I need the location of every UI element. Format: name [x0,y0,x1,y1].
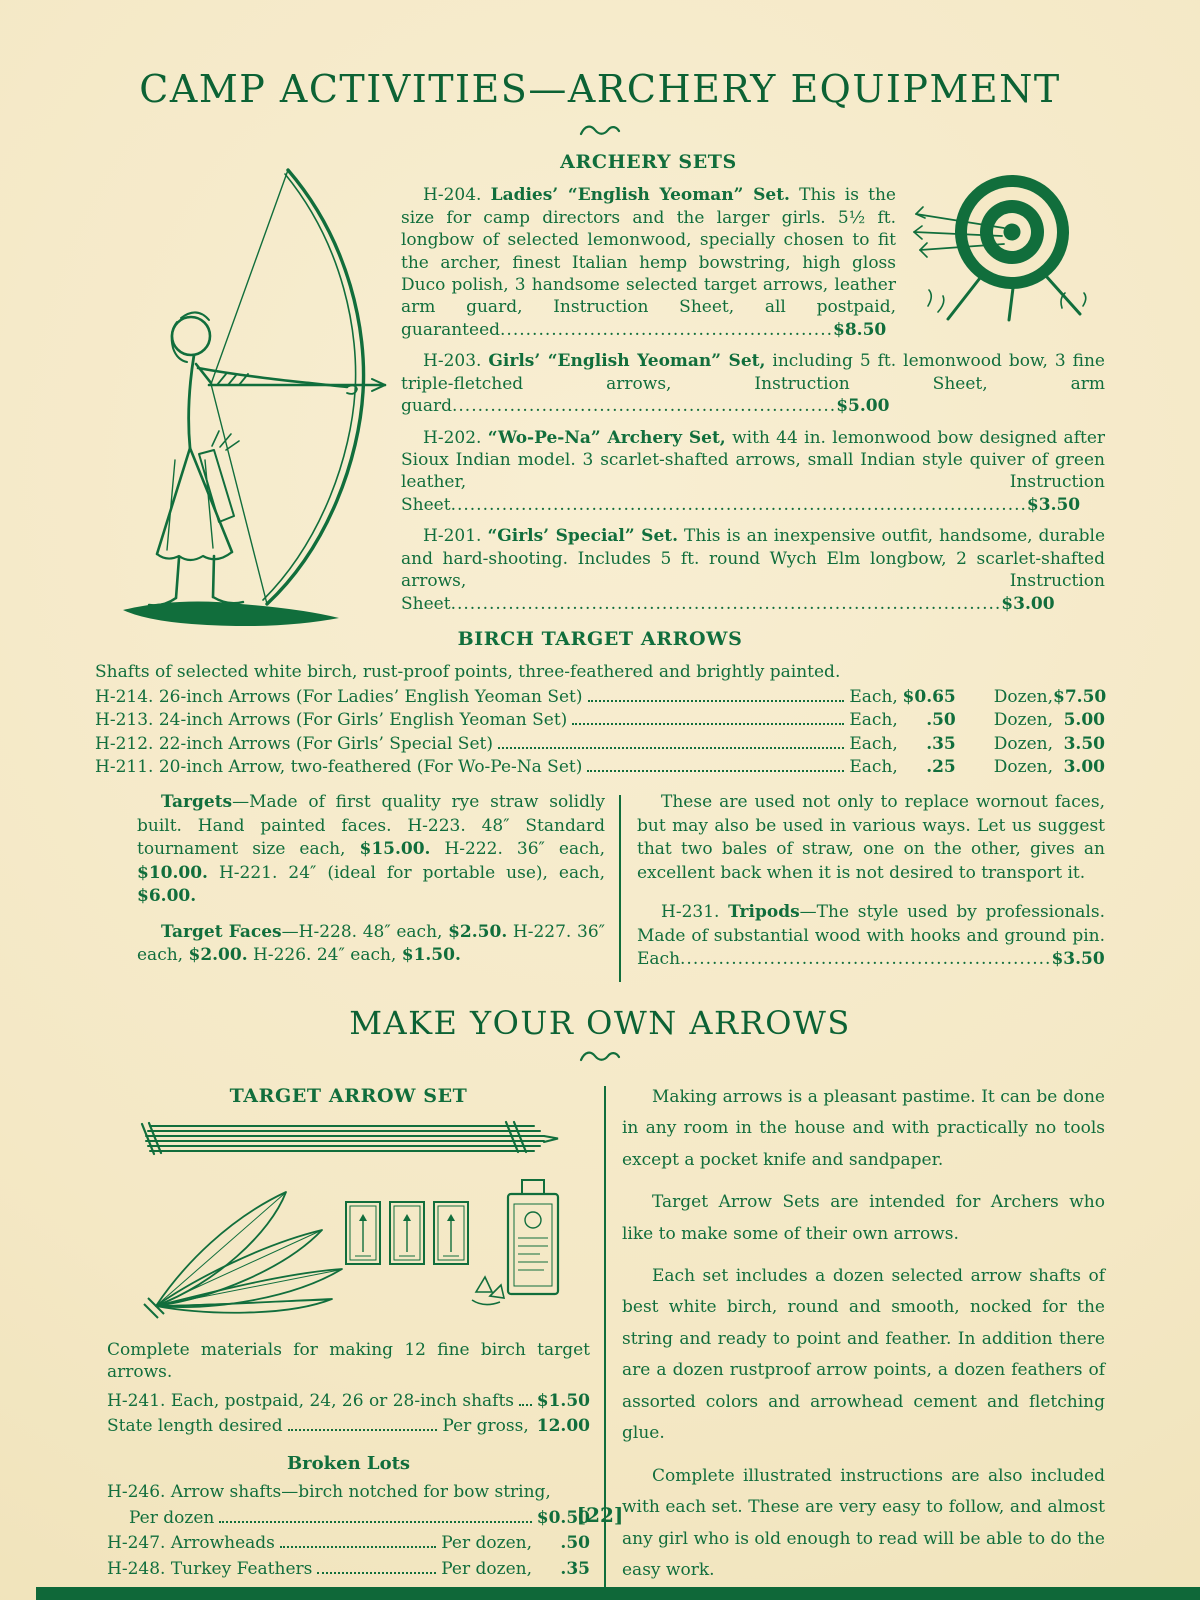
item-price: $3.00 [1001,593,1055,614]
ornament-squiggle-icon [95,122,1105,144]
price-value: $1.50. [401,945,461,966]
ornament-squiggle-icon [95,1048,1105,1070]
item-code: H-204. [423,185,482,206]
birch-arrows-heading: BIRCH TARGET ARROWS [457,628,743,651]
make-your-own-heading: MAKE YOUR OWN ARROWS [349,1003,851,1042]
price-row-label: Per dozen [129,1507,215,1528]
price-value: $2.50. [448,921,508,942]
item-code: H-231. [661,902,720,923]
arrow-materials-illustration [107,1172,590,1328]
price-row-label: H-247. Arrowheads [107,1533,275,1554]
targets-section [95,791,1105,983]
dot-leader [587,770,844,772]
price-row-h241 [107,1390,590,1412]
target-arrow-set-heading: TARGET ARROW SET [229,1084,468,1107]
broken-lot-h247 [107,1532,590,1554]
dot-leader [519,1404,532,1406]
target-faces-lead: Target Faces [161,921,282,942]
archer-illustration [95,154,395,626]
dot-leader [288,1429,438,1431]
each-label: Each, [849,733,898,754]
price-value: 12.00 [536,1416,590,1437]
table-row [95,756,1105,779]
materials-caption: Complete materials for making 12 fine birch target arrows. [107,1339,590,1383]
targets-paragraph: Targets—Made of first quality rye straw solidly built. Hand painted faces. H-223. 48″ Standard tournament size each, $15.00. H-222. 36″ each, $10.00. H-221. 24″ (ideal for portable use), each, $6.00. [137,792,605,907]
make-arrows-paragraph: Each set includes a dozen selected arrow shafts of best white birch, round and smooth, nocked for the string and ready to point and feather. In addition there are a dozen rustproof arrow points, a dozen feathers of assorted colors and arrowhead cement and fletching glue. [622,1266,1105,1444]
broken-lots-heading: Broken Lots [286,1452,411,1474]
dozen-price: $7.50 [1053,686,1107,707]
each-label: Each, [849,686,898,707]
dot-leader [317,1572,436,1574]
item-code: H-202. [423,427,482,448]
item-text: This is the size for camp directors and the larger girls. 5½ ft. longbow of selected lemonwood, specially chosen to fit the archer, finest Italian hemp bowstring, high gloss Duco polish, 3 handsome selected target arrows, leather arm guard, Instruction Sheet, all postpaid, guaranteed [401,185,896,340]
price-value: .50 [560,1533,590,1554]
item-name: “Wo-Pe-Na” Archery Set, [487,427,726,448]
item-text: with 44 in. lemonwood bow designed after Sioux Indian model. 3 scarlet-shafted arrows, small Indian style quiver of green leather, Instruction Sheet [401,427,1106,515]
dozen-price: 5.00 [1063,710,1105,731]
archery-sets-section [95,150,1105,779]
dozen-label: Dozen, [993,733,1053,754]
row-description: H-212. 22-inch Arrows (For Girls’ Special Set) [95,733,493,754]
price-value: .35 [560,1558,590,1579]
per-gross-label: Per gross, [442,1416,529,1437]
targets-lead: Targets [161,792,233,813]
targets-left-column [95,791,605,983]
each-price: .50 [926,710,956,731]
item-text: including 5 ft. lemonwood bow, 3 fine triple-fletched arrows, Instruction Sheet, arm guard [401,351,1105,417]
item-price: $3.50 [1026,494,1081,515]
item-text: This is an inexpensive outfit, handsome, durable and hard-shooting. Includes 5 ft. round Wych Elm longbow, 2 scarlet-shafted arrows, Instruction Sheet [401,526,1106,614]
broken-lot-h248 [107,1558,590,1580]
dozen-price: 3.50 [1063,733,1105,754]
table-row [95,709,1105,732]
target-faces-paragraph: Target Faces—H-228. 48″ each, $2.50. H-227. 36″ each, $2.00. H-226. 24″ each, $1.50. [137,921,605,966]
tripods-paragraph: H-231. Tripods—The style used by professionals. Made of substantial wood with hooks and ground pin. Each..........................................................$3.50 [637,902,1105,970]
make-arrows-paragraph: Complete illustrated instructions are also included with each set. These are very easy to follow, and almost any girl who is old enough to read will be able to do the easy work. [622,1465,1105,1580]
make-arrows-paragraph: Making arrows is a pleasant pastime. It can be done in any room in the house and with practically no tools except a pocket knife and sandpaper. [622,1086,1105,1170]
price-value: $15.00. [359,839,431,860]
price-value: $1.50 [536,1390,590,1411]
per-dozen-label: Per dozen, [441,1558,532,1579]
column-divider [619,795,621,981]
price-row-label: H-241. Each, postpaid, 24, 26 or 28-inch shafts [107,1390,514,1411]
replace-faces-paragraph: These are used not only to replace wornout faces, but may also be used in various ways. Let us suggest that two bales of straw, one on the other, gives an excellent back when it is not desired to transport it. [637,792,1105,883]
dot-leader [280,1546,436,1548]
each-label: Each, [849,710,898,731]
per-dozen-label: Per dozen, [441,1533,532,1554]
item-price: $5.00 [836,396,890,417]
dot-leader: .......................................................................................... [450,494,1027,515]
dot-leader [498,747,844,749]
price-value: $6.00. [137,886,197,907]
dozen-label: Dozen, [993,756,1053,777]
item-code: H-201. [423,526,482,547]
birch-arrows-intro: Shafts of selected white birch, rust-proof points, three-feathered and brightly painted. [95,662,841,683]
dot-leader: .................................................... [500,319,834,340]
target-illustration [910,156,1105,328]
item-name: Tripods [728,902,800,923]
archery-sets-heading: ARCHERY SETS [560,151,737,174]
dot-leader: ............................................................ [451,396,837,417]
item-name: Girls’ “English Yeoman” Set, [488,351,766,372]
each-label: Each, [849,756,898,777]
dot-leader: ...................................................................................... [450,593,1002,614]
make-arrows-paragraph: Target Arrow Sets are intended for Archers who like to make some of their own arrows. [622,1192,1105,1244]
page-number: [22] [576,1502,624,1527]
next-page-edge [36,1587,1200,1600]
dot-leader: .......................................................... [680,949,1052,970]
price-value: $10.00. [137,862,208,883]
each-price: .25 [926,756,956,777]
page-title: CAMP ACTIVITIES—ARCHERY EQUIPMENT [139,67,1061,111]
price-row-length [107,1415,590,1437]
each-price: .35 [926,733,956,754]
dozen-price: 3.00 [1063,756,1105,777]
dot-leader [572,723,844,725]
price-row-label: H-248. Turkey Feathers [107,1558,313,1579]
dot-leader [588,700,845,702]
dozen-label: Dozen, [993,710,1053,731]
item-name: “Girls’ Special” Set. [487,526,679,547]
price-value: $0.50 [536,1507,590,1528]
birch-arrows-table [95,686,1105,780]
item-price: $3.50 [1051,949,1105,970]
price-value: $2.00. [188,945,248,966]
row-description: H-214. 26-inch Arrows (For Ladies’ English Yeoman Set) [95,686,583,707]
item-price: $8.50 [833,319,887,340]
item-name: Ladies’ “English Yeoman” Set. [490,185,790,206]
row-description: H-213. 24-inch Arrows (For Girls’ English Yeoman Set) [95,710,568,731]
each-price: $0.65 [902,686,956,707]
dozen-label: Dozen, [993,686,1053,707]
table-row [95,733,1105,756]
row-description: H-211. 20-inch Arrow, two-feathered (For Wo-Pe-Na Set) [95,756,583,777]
targets-right-column [637,791,1105,983]
price-row-label: State length desired [107,1416,283,1437]
broken-lot-line: H-246. Arrow shafts—birch notched for bow string, [107,1482,551,1503]
item-code: H-203. [423,351,482,372]
table-row [95,686,1105,709]
arrow-shafts-illustration [107,1118,590,1164]
